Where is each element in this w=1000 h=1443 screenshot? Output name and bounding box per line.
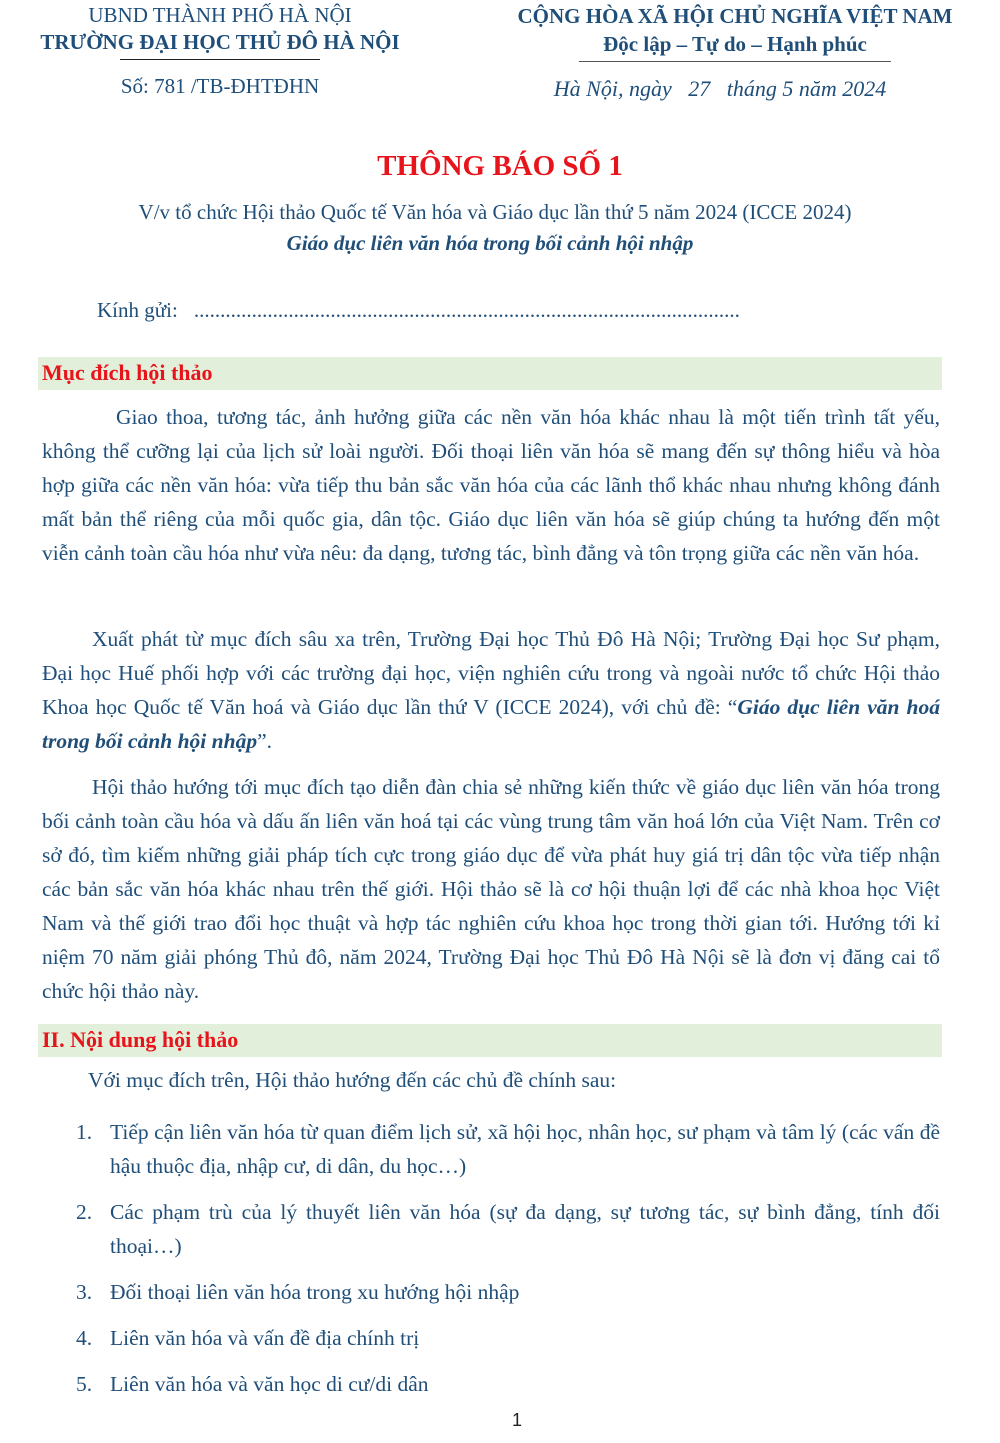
notice-title: THÔNG BÁO SỐ 1 — [377, 150, 623, 182]
purpose-paragraph-3 — [42, 770, 940, 1008]
page-number: 1 — [511, 1410, 522, 1430]
issuer-block — [0, 2, 440, 60]
place-date: Hà Nội, ngày 27 tháng 5 năm 2024 — [553, 76, 887, 101]
section-heading-purpose — [38, 357, 942, 390]
item-number: 1. — [76, 1120, 93, 1144]
recipient-blank: ........................................................................................................ — [193, 298, 740, 322]
institution-name: TRƯỜNG ĐẠI HỌC THỦ ĐÔ HÀ NỘI — [40, 30, 400, 54]
issuer-underline — [120, 59, 320, 60]
authority-name: UBND THÀNH PHỐ HÀ NỘI — [88, 3, 352, 27]
document-number: Số: 781 /TB-ĐHTĐHN — [120, 74, 320, 98]
item-text: Đối thoại liên văn hóa trong xu hướng hội nhập — [110, 1280, 520, 1304]
conference-theme: Giáo dục liên văn hóa trong bối cảnh hội nhập — [286, 231, 694, 255]
notice-subject: V/v tổ chức Hội thảo Quốc tế Văn hóa và Giáo dục lần thứ 5 năm 2024 (ICCE 2024) — [138, 200, 852, 224]
item-text: Tiếp cận liên văn hóa từ quan điểm lịch sử, xã hội học, nhân học, sư phạm và tâm lý (các vấn đề hậu thuộc địa, nhập cư, di dân, du học…) — [110, 1120, 940, 1178]
motto-underline — [579, 61, 891, 62]
content-intro: Với mục đích trên, Hội thảo hướng đến các chủ đề chính sau: — [88, 1068, 617, 1092]
section-heading-text: Mục đích hội thảo — [42, 360, 213, 385]
section-heading-content — [38, 1024, 942, 1057]
paragraph-text: Xuất phát từ mục đích sâu xa trên, Trường Đại học Thủ Đô Hà Nội; Trường Đại học Sư phạm, Đại học Huế phối hợp với các trường đại học, viện nghiên cứu trong và ngoài nước tổ chức Hội thảo Khoa học Quốc tế Văn hoá và Giáo dục lần thứ V (ICCE 2024), với chủ đề: “ — [42, 627, 940, 719]
item-text: Liên văn hóa và vấn đề địa chính trị — [110, 1326, 420, 1350]
national-motto: Độc lập – Tự do – Hạnh phúc — [603, 32, 867, 56]
national-title: CỘNG HÒA XÃ HỘI CHỦ NGHĨA VIỆT NAM — [517, 4, 953, 28]
paragraph-text: Hội thảo hướng tới mục đích tạo diễn đàn chia sẻ những kiến thức về giáo dục liên văn hóa trong bối cảnh toàn cầu hóa và dấu ấn liên văn hoá tại các vùng trung tâm văn hoá lớn của Việt Nam. Trên cơ sở đó, tìm kiếm những giải pháp tích cực trong giáo dục để vừa phát huy giá trị dân tộc vừa tiếp nhận các bản sắc văn hóa khác nhau trên thế giới. Hội thảo sẽ là cơ hội thuận lợi để các nhà khoa học Việt Nam và thế giới trao đổi học thuật và hợp tác nghiên cứu khoa học trong thời gian tới. Hướng tới kỉ niệm 70 năm giải phóng Thủ đô, năm 2024, Trường Đại học Thủ Đô Hà Nội sẽ là đơn vị đăng cai tổ chức hội thảo này. — [42, 775, 940, 1003]
topic-item-2 — [76, 1195, 940, 1263]
item-number: 5. — [76, 1372, 93, 1396]
theme-quote: Giáo dục liên văn hoá trong bối cảnh hội nhập — [42, 695, 940, 753]
topic-item-1 — [76, 1115, 940, 1183]
topic-item-5 — [76, 1367, 940, 1401]
section-heading-text: II. Nội dung hội thảo — [42, 1027, 239, 1052]
item-text: Liên văn hóa và văn học di cư/di dân — [110, 1372, 429, 1396]
paragraph-tail: ”. — [257, 729, 272, 753]
topic-item-4 — [76, 1321, 940, 1355]
item-text: Các phạm trù của lý thuyết liên văn hóa (sự đa dạng, sự tương tác, sự bình đẳng, tính đối thoại…) — [110, 1200, 940, 1258]
topic-item-3 — [76, 1275, 940, 1309]
item-number: 4. — [76, 1326, 93, 1350]
item-number: 3. — [76, 1280, 93, 1304]
paragraph-text: Giao thoa, tương tác, ảnh hưởng giữa các nền văn hóa khác nhau là một tiến trình tất yếu, không thể cưỡng lại của lịch sử loài người. Đối thoại liên văn hóa sẽ mang đến sự thông hiểu và hòa hợp giữa các nền văn hóa: vừa tiếp thu bản sắc văn hóa của các lãnh thổ khác nhau nhưng không đánh mất bản thể riêng của mỗi quốc gia, dân tộc. Giáo dục liên văn hóa sẽ giúp chúng ta hướng đến một viễn cảnh toàn cầu hóa như vừa nêu: đa dạng, tương tác, bình đẳng và tôn trọng giữa các nền văn hóa. — [42, 405, 940, 565]
purpose-paragraph-1 — [42, 400, 940, 570]
recipient-label: Kính gửi: — [97, 298, 178, 322]
national-header-block — [470, 2, 1000, 62]
purpose-paragraph-2 — [42, 622, 940, 758]
recipient-line — [97, 298, 740, 323]
item-number: 2. — [76, 1200, 93, 1224]
